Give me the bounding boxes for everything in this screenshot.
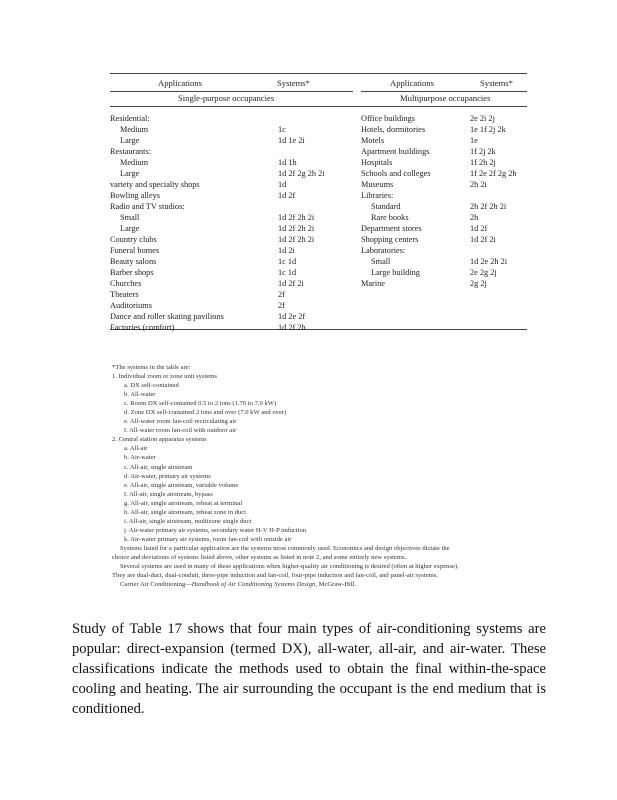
footnote-line: c. Room DX self-contained 0.5 to 2 tons (1.76 to 7.0 kW) bbox=[124, 400, 277, 408]
footnote-line: j. Air-water primary air systems, secondary water H-V H-P induction bbox=[124, 526, 307, 534]
application-name: Auditoriums bbox=[110, 301, 152, 310]
footnote-line: *The systems in the table are: bbox=[112, 364, 191, 371]
table-row bbox=[361, 135, 527, 146]
table-row bbox=[361, 267, 527, 278]
systems-code: 2h 2i bbox=[470, 180, 487, 189]
systems-code: 1d 2f 2g 2h 2i bbox=[278, 169, 325, 178]
table-row bbox=[110, 146, 355, 157]
systems-code: 1d 2f 2h 2i bbox=[278, 224, 315, 233]
application-name: Rare books bbox=[371, 213, 409, 222]
footnote-line: i. All-air, single airstream, multizone single duct bbox=[124, 517, 252, 525]
application-name: Small bbox=[371, 257, 391, 266]
table-row bbox=[361, 256, 527, 267]
systems-code: 1e bbox=[470, 136, 478, 145]
systems-code: 1d 2e 2h 2i bbox=[470, 257, 508, 266]
application-name: Restaurants: bbox=[110, 147, 152, 156]
footnote-line: d. Air-water, primary air systems bbox=[124, 472, 211, 480]
application-name: Marine bbox=[361, 279, 385, 288]
table-header bbox=[110, 74, 527, 91]
systems-code: 1f 2j 2k bbox=[470, 147, 496, 156]
systems-code: 2h 2f 2h 2i bbox=[470, 202, 507, 211]
applications-table bbox=[110, 73, 527, 330]
footnote-line: Carrier Air Conditioning—Handbook of Air Conditioning Systems Design, McGraw-Hill. bbox=[120, 581, 357, 589]
multipurpose-column bbox=[361, 113, 527, 289]
systems-code: 1d 2f 2h bbox=[278, 323, 306, 332]
footnote-line: 2. Central station apparatus systems bbox=[112, 436, 207, 444]
application-name: Libraries: bbox=[361, 191, 394, 200]
table-row bbox=[361, 113, 527, 124]
table-row bbox=[110, 179, 355, 190]
application-name: Standard bbox=[371, 202, 401, 211]
systems-code: 1d 2f 2i bbox=[278, 279, 304, 288]
application-name: Hotels, dormitories bbox=[361, 125, 426, 134]
table-row bbox=[110, 300, 355, 311]
footnote-line: d. Zone DX self-contained 2 tons and over (7.0 kW and over) bbox=[124, 409, 287, 417]
footnote-line: f. All-air, single airstream, bypass bbox=[124, 490, 213, 498]
systems-code: 1d 1h bbox=[278, 158, 297, 167]
table-row bbox=[361, 157, 527, 168]
table-row bbox=[110, 168, 355, 179]
systems-code: 1c 1d bbox=[278, 257, 297, 266]
table-row bbox=[110, 113, 355, 124]
body-paragraph: Study of Table 17 shows that four main types of air-conditioning systems are popular: direct-expansion (termed DX), all-water, all-air, and air-water. These classifications indicate the methods used to obtain the final within-the-space cooling and heating. The air surrounding the occupant is the end medium that is conditioned. bbox=[72, 621, 546, 717]
footnote-line: a. All-air bbox=[124, 445, 148, 453]
systems-code: 2e 2g 2j bbox=[470, 268, 497, 277]
application-name: variety and specialty shops bbox=[110, 180, 200, 189]
table-row bbox=[110, 212, 355, 223]
table-row bbox=[361, 201, 527, 212]
table-row bbox=[110, 190, 355, 201]
table-row bbox=[361, 234, 527, 245]
single-purpose-column bbox=[110, 113, 355, 333]
application-name: Radio and TV studios: bbox=[110, 202, 185, 211]
table-row bbox=[110, 267, 355, 278]
systems-code: 1d 2f 2h 2i bbox=[278, 235, 315, 244]
application-name: Beauty salons bbox=[110, 257, 157, 266]
table-row bbox=[361, 212, 527, 223]
systems-code: 1d 2f 2h 2i bbox=[278, 213, 315, 222]
footnote-line: Systems listed for a particular application are the systems most commonly used. Economics and design objectives dictate the bbox=[120, 544, 450, 552]
application-name: Large bbox=[120, 169, 140, 178]
footnote-line: f. All-water room fan-coil with outdoor air bbox=[124, 427, 237, 435]
table-row bbox=[361, 223, 527, 234]
table-row bbox=[110, 322, 355, 333]
systems-code: 1d 1e 2i bbox=[278, 136, 305, 145]
application-name: Theaters bbox=[110, 290, 139, 299]
table-row bbox=[110, 245, 355, 256]
application-name: Department stores bbox=[361, 224, 422, 233]
application-name: Laboratories: bbox=[361, 246, 406, 255]
table-subheader bbox=[110, 91, 527, 106]
application-name: Residential: bbox=[110, 114, 150, 123]
footnote-line: k. Air-water primary air systems, room fan-coil with outside air bbox=[124, 535, 292, 543]
systems-code: 1d 2f bbox=[470, 224, 488, 233]
systems-code: 2g 2j bbox=[470, 279, 487, 288]
systems-code: 2h bbox=[470, 213, 479, 222]
table-row bbox=[361, 278, 527, 289]
application-name: Bowling alleys bbox=[110, 191, 161, 200]
application-name: Medium bbox=[120, 125, 149, 134]
table-row bbox=[110, 157, 355, 168]
systems-code: 1f 2h 2j bbox=[470, 158, 496, 167]
application-name: Large building bbox=[371, 268, 420, 277]
subheader-single-purpose: Single-purpose occupancies bbox=[178, 93, 275, 103]
systems-code: 1f 2e 2f 2g 2h bbox=[470, 169, 517, 178]
application-name: Country clubs bbox=[110, 235, 157, 244]
systems-code: 1d bbox=[278, 180, 287, 189]
table-row bbox=[110, 234, 355, 245]
application-name: Large bbox=[120, 224, 140, 233]
table-row bbox=[110, 278, 355, 289]
systems-code: 1c bbox=[278, 125, 286, 134]
systems-code: 2f bbox=[278, 301, 285, 310]
table-row bbox=[110, 223, 355, 234]
table-row bbox=[110, 135, 355, 146]
table-footnotes bbox=[112, 363, 532, 589]
application-name: Hospitals bbox=[361, 158, 393, 167]
application-name: Dance and roller skating pavilions bbox=[110, 312, 224, 321]
systems-code: 1d 2f bbox=[278, 191, 296, 200]
table-row bbox=[110, 124, 355, 135]
table-row bbox=[110, 311, 355, 322]
application-name: Office buildings bbox=[361, 114, 415, 123]
header-systems-right: Systems* bbox=[480, 78, 513, 88]
footnote-line: e. All-water room fan-coil recirculating air bbox=[124, 418, 237, 426]
systems-code: 2f bbox=[278, 290, 285, 299]
application-name: Barber shops bbox=[110, 268, 154, 277]
footnote-line: b. Air-water bbox=[124, 454, 156, 462]
application-name: Motels bbox=[361, 136, 385, 145]
application-name: Medium bbox=[120, 158, 149, 167]
systems-code: 1e 1f 2j 2k bbox=[470, 125, 506, 134]
header-applications-right: Applications bbox=[390, 78, 434, 88]
application-name: Apartment buildings bbox=[361, 147, 430, 156]
subheader-multipurpose: Multipurpose occupancies bbox=[400, 93, 491, 103]
footnote-line: h. All-air, single airstream, reheat zone in duct bbox=[124, 508, 247, 516]
footnote-line: b. All-water bbox=[124, 391, 156, 399]
application-name: Churches bbox=[110, 279, 142, 288]
table-row bbox=[361, 168, 527, 179]
application-name: Shopping centers bbox=[361, 235, 419, 244]
footnote-line: g. All-air, single airstream, reheat at terminal bbox=[124, 499, 243, 507]
application-name: Schools and colleges bbox=[361, 169, 431, 178]
systems-code: 1d 2i bbox=[278, 246, 295, 255]
header-systems-left: Systems* bbox=[277, 78, 310, 88]
footnote-line: Several systems are used in many of these applications when higher-quality air conditioning is desired (often at higher expense). bbox=[120, 563, 459, 571]
footnote-line: choice and deviations of systems listed above, other systems as listed in note 2, and some entirely new systems. bbox=[112, 553, 407, 561]
table-row bbox=[110, 256, 355, 267]
table-row bbox=[361, 190, 527, 201]
application-name: Large bbox=[120, 136, 140, 145]
footnote-line: 1. Individual room or zone unit systems bbox=[112, 373, 217, 381]
systems-code: 2e 2i 2j bbox=[470, 114, 495, 123]
systems-code: 1d 2f 2i bbox=[470, 235, 496, 244]
application-name: Factories (comfort) bbox=[110, 323, 175, 332]
application-name: Museums bbox=[361, 180, 394, 189]
table-body bbox=[110, 107, 527, 332]
application-name: Funeral homes bbox=[110, 246, 160, 255]
systems-code: 1c 1d bbox=[278, 268, 297, 277]
table-row bbox=[361, 245, 527, 256]
table-row bbox=[110, 201, 355, 212]
table-row bbox=[110, 289, 355, 300]
footnote-line: They are dual-duct, dual-conduit, three-pipe induction and fan-coil, four-pipe induction and fan-coil, and panel-air systems. bbox=[112, 572, 438, 580]
footnote-line: a. DX self-contained bbox=[124, 382, 179, 390]
application-name: Small bbox=[120, 213, 140, 222]
systems-code: 1d 2e 2f bbox=[278, 312, 306, 321]
header-applications-left: Applications bbox=[158, 78, 202, 88]
footnote-line: e. All-air, single airstream, variable volume bbox=[124, 481, 239, 489]
table-row bbox=[361, 179, 527, 190]
footnote-line: c. All-air, single airstream bbox=[124, 463, 193, 471]
table-row bbox=[361, 124, 527, 135]
table-row bbox=[361, 146, 527, 157]
